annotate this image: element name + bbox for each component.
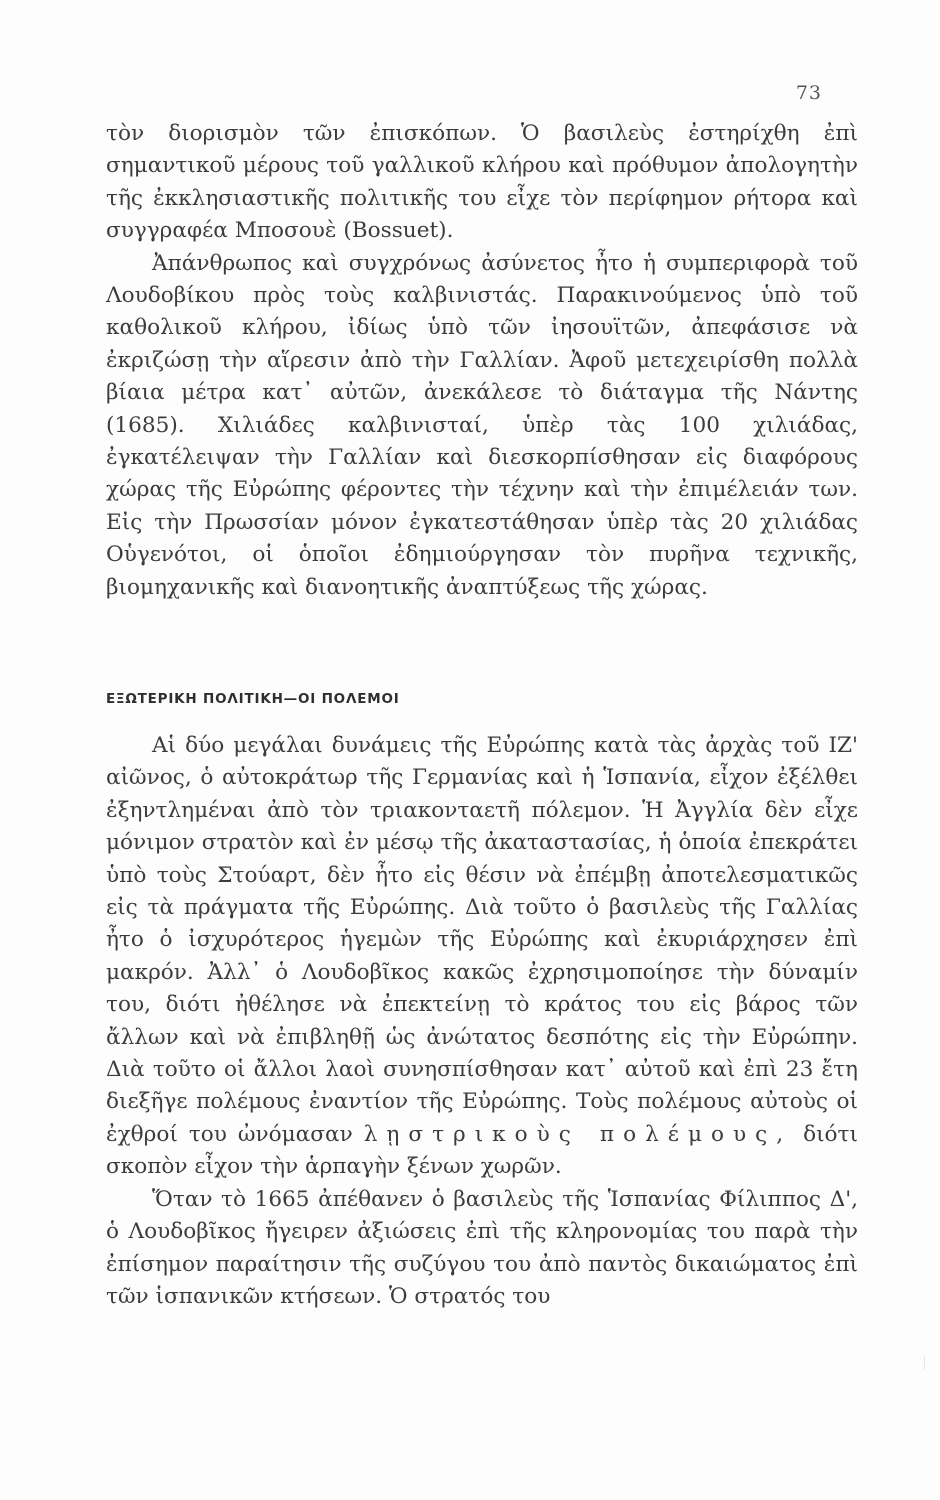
paragraph-bishops-continuation: τὸν διορισμὸν τῶν ἐπισκόπων. Ὁ βασιλεὺς ἐστηρίχθη ἐπὶ σημαντικοῦ μέρους τοῦ γαλλικοῦ κλήρου καὶ πρόθυμον ἀπολογητὴν τῆς ἐκκλησιαστικῆς πολιτικῆς του εἶχε τὸν περίφημον ρήτορα καὶ συγγραφέα Μποσουὲ (Bossuet). <box>106 121 858 244</box>
paragraph-great-powers <box>106 730 858 1184</box>
margin-mark <box>924 1356 935 1370</box>
paragraph-spanish-succession: Ὅταν τὸ 1665 ἀπέθανεν ὁ βασιλεὺς τῆς Ἱσπανίας Φίλιππος Δ', ὁ Λουδοβῖκος ἤγειρεν ἀξιώσεις ἐπὶ τῆς κληρονομίας του παρὰ τὴν ἐπίσημον παραίτησιν τῆς συζύγου του ἀπὸ παντὸς δικαιώματος ἐπὶ τῶν ἱσπανικῶν κτήσεων. Ὁ στρατός του <box>106 1186 858 1309</box>
paragraph-calvinists: Ἀπάνθρωπος καὶ συγχρόνως ἀσύνετος ἦτο ἡ συμπεριφορὰ τοῦ Λουδοβίκου πρὸς τοὺς καλβινιστάς. Παρακινούμενος ὑπὸ τοῦ καθολικοῦ κλήρου, ἰδίως ὑπὸ τῶν ἰησουϊτῶν, ἀπεφάσισε νὰ ἐκριζώσῃ τὴν αἵρεσιν ἀπὸ τὴν Γαλλίαν. Ἀφοῦ μετεχειρίσθη πολλὰ βίαια μέτρα κατ᾽ αὐτῶν, ἀνεκάλεσε τὸ διάταγμα τῆς Νάντης (1685). Χιλιάδες καλβινισταί, ὑπὲρ τὰς 100 χιλιάδας, ἐγκατέλειψαν τὴν Γαλλίαν καὶ διεσκορπίσθησαν εἰς διαφόρους χώρας τῆς Εὐρώπης φέροντες τὴν τέχνην καὶ τὴν ἐπιμέλειάν των. Εἰς τὴν Πρωσσίαν μόνον ἐγκατεστάθησαν ὑπὲρ τὰς 20 χιλιάδας Οὑγενότοι, οἱ ὁποῖοι ἐδημιούργησαν τὸν πυρῆνα τεχνικῆς, βιομηχανικῆς καὶ διανοητικῆς ἀναπτύξεως τῆς χώρας. <box>106 250 858 600</box>
section-heading: ΕΞΩΤΕΡΙΚΗ ΠΟΛΙΤΙΚΗ—ΟΙ ΠΟΛΕΜΟΙ <box>106 691 400 707</box>
section-2-text <box>106 730 858 1313</box>
paragraph-great-powers-end: διότι σκοπὸν εἶχον τὴν ἁρπαγὴν ξένων χωρῶν. <box>106 1121 858 1180</box>
section-1-text <box>106 118 858 604</box>
page-number: 73 <box>795 82 822 104</box>
spaced-emphasis-text: λῃστρικοὺς πολέμους, <box>363 1121 793 1147</box>
paragraph-great-powers-start: Αἱ δύο μεγάλαι δυνάμεις τῆς Εὐρώπης κατὰ τὰς ἀρχὰς τοῦ ΙΖ' αἰῶνος, ὁ αὐτοκράτωρ τῆς Γερμανίας καὶ ἡ Ἱσπανία, εἶχον ἐξέλθει ἐξηντλημέναι ἀπὸ τὸν τριακονταετῆ πόλεμον. Ἡ Ἀγγλία δὲν εἶχε μόνιμον στρατὸν καὶ ἐν μέσῳ τῆς ἀκαταστασίας, ἡ ὁποία ἐπεκράτει ὑπὸ τοὺς Στούαρτ, δὲν ἦτο εἰς θέσιν νὰ ἐπέμβῃ ἀποτελεσματικῶς εἰς τὰ πράγματα τῆς Εὐρώπης. Διὰ τοῦτο ὁ βασιλεὺς τῆς Γαλλίας ἦτο ὁ ἰσχυρότερος ἡγεμὼν τῆς Εὐρώπης καὶ ἐκυριάρχησεν ἐπὶ μακρόν. Ἀλλ᾽ ὁ Λουδοβῖκος κακῶς ἐχρησιμοποίησε τὴν δύναμίν του, διότι ἠθέλησε νὰ ἐπεκτείνῃ τὸ κράτος του εἰς βάρος τῶν ἄλλων καὶ νὰ ἐπιβληθῇ ὡς ἀνώτατος δεσπότης εἰς τὴν Εὐρώπην. Διὰ τοῦτο οἱ ἄλλοι λαοὶ συνησπίσθησαν κατ᾽ αὐτοῦ καὶ ἐπὶ 23 ἔτη διεξῆγε πολέμους ἐναντίον τῆς Εὐρώπης. Τοὺς πολέμους αὐτοὺς οἱ ἐχθροί του ὠνόμασαν <box>106 733 858 1147</box>
